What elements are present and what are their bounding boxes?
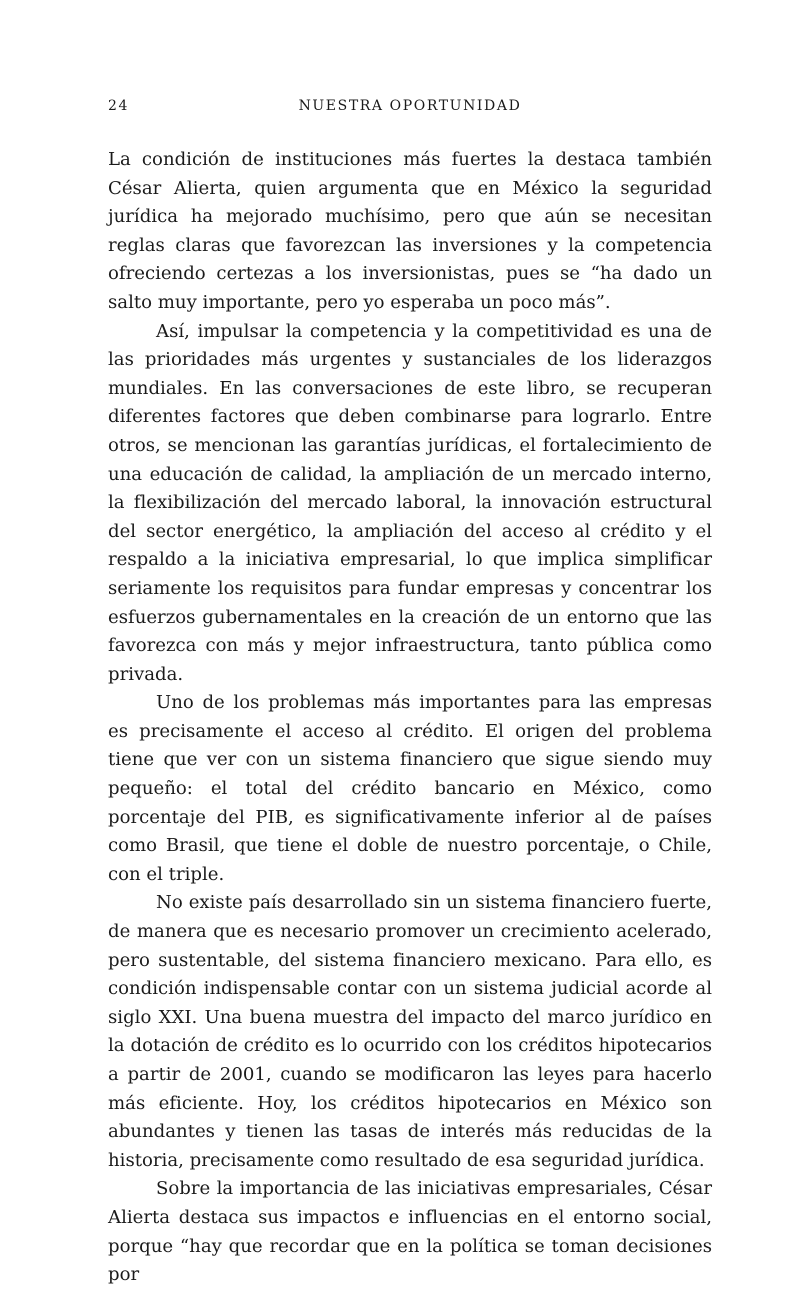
- paragraph-4: No existe país desarrollado sin un sistema financiero fuerte, de manera que es necesario promover un crecimiento acelerado, pero sustentable, del sistema financiero mexicano. Para ello, es condición indispensable contar con un sistema judicial acorde al siglo XXI. Una buena muestra del impacto del marco jurídico en la dotación de crédito es lo ocurrido con los créditos hipotecarios a partir de 2001, cuando se modificaron las leyes para hacerlo más eficiente. Hoy, los créditos hipotecarios en México son abundantes y tienen las tasas de interés más reducidas de la historia, precisamente como resultado de esa seguridad jurídica.: [108, 892, 712, 1171]
- page-header: [108, 98, 712, 122]
- paragraph-2: Así, impulsar la competencia y la competitividad es una de las prioridades más urgentes y sustanciales de los liderazgos mundiales. En las conversaciones de este libro, se recuperan diferentes factores que deben combinarse para lograrlo. Entre otros, se mencionan las garantías jurídicas, el fortalecimiento de una educación de calidad, la ampliación de un mercado interno, la flexibilización del mercado laboral, la innovación estructural del sector energético, la ampliación del acceso al crédito y el respaldo a la iniciativa empresarial, lo que implica simplificar seriamente los requisitos para fundar empresas y concentrar los esfuerzos gubernamentales en la creación de un entorno que las favorezca con más y mejor infraestructura, tanto pública como privada.: [108, 320, 712, 685]
- running-title: NUESTRA OPORTUNIDAD: [298, 98, 522, 114]
- paragraph-3: Uno de los problemas más importantes para las empresas es precisamente el acceso al crédito. El origen del problema tiene que ver con un sistema financiero que sigue siendo muy pequeño: el total del crédito bancario en México, como porcentaje del PIB, es significativamente inferior al de países como Brasil, que tiene el doble de nuestro porcentaje, o Chile, con el triple.: [108, 692, 712, 885]
- page-number: 24: [108, 98, 130, 114]
- paragraph-1: La condición de instituciones más fuertes la destaca también César Alierta, quien argumenta que en México la seguridad jurídica ha mejorado muchísimo, pero que aún se necesitan reglas claras que favorezcan las inversiones y la competencia ofreciendo certezas a los inversionistas, pues se “ha dado un salto muy importante, pero yo esperaba un poco más”.: [108, 149, 712, 313]
- paragraph-5: Sobre la importancia de las iniciativas empresariales, César Alierta destaca sus impactos e influencias en el entorno social, porque “hay que recordar que en la política se toman decisiones por: [108, 1178, 712, 1286]
- body-text: [108, 146, 712, 1290]
